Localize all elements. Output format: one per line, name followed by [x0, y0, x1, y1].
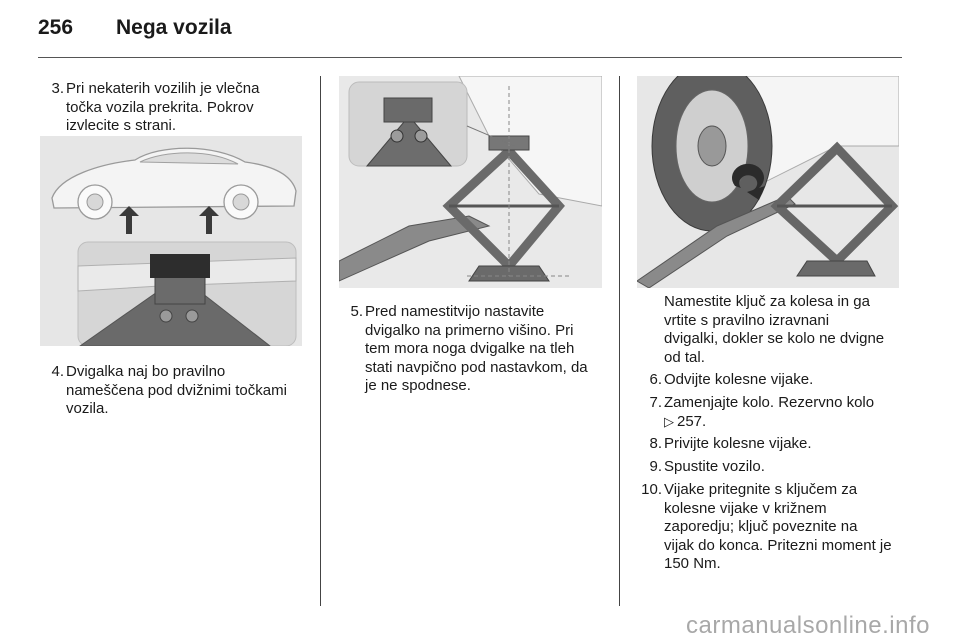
- step-line: Pri nekaterih vozilih je vlečna: [66, 80, 260, 97]
- step-line: stati navpično pod nastavkom, da: [365, 358, 588, 376]
- step-line: vozila.: [66, 400, 109, 417]
- reference-page[interactable]: 257.: [677, 412, 707, 430]
- figure-crank-jack: [637, 76, 899, 288]
- step-text: Spustite vozilo.: [664, 458, 765, 475]
- step-line: je ne spodnese.: [365, 377, 471, 394]
- step-number: 9.: [649, 458, 662, 475]
- intro-line: vrtite s pravilno izravnani: [664, 311, 830, 329]
- step-line: izvlecite s strani.: [66, 117, 177, 134]
- step-number: 8.: [649, 435, 662, 452]
- cross-reference[interactable]: [664, 413, 874, 432]
- step-text: [664, 481, 892, 574]
- step-text: [66, 80, 259, 136]
- step-line: 150 Nm.: [664, 555, 721, 572]
- step-line: Vijake pritegnite s ključem za: [664, 481, 858, 498]
- figure-car-lift-points: [40, 136, 302, 346]
- intro-line: od tal.: [664, 348, 705, 366]
- step-line: tem mora noga dvigalke na tleh: [365, 340, 575, 357]
- intro-line: dvigalki, dokler se kolo ne dvigne: [664, 330, 885, 347]
- step-number: 3.: [51, 80, 64, 97]
- column-divider-1: [320, 76, 321, 606]
- page-number: 256: [38, 16, 74, 39]
- step-line: Dvigalka naj bo pravilno: [66, 363, 226, 380]
- step-line: vijak do konca. Pritezni moment je: [664, 536, 892, 554]
- step-line: nameščena pod dvižnimi točkami: [66, 381, 287, 399]
- step-line: zaporedju; ključ poveznite na: [664, 518, 858, 535]
- step-number: 5.: [350, 303, 363, 320]
- step-line: Zamenjajte kolo. Rezervno kolo: [664, 394, 875, 411]
- step-number: 6.: [649, 371, 662, 388]
- col3-intro: [664, 293, 909, 367]
- step-line: točka vozila prekrita. Pokrov: [66, 98, 254, 116]
- step-text: [66, 363, 287, 419]
- step-text: [664, 394, 874, 431]
- intro-line: Namestite ključ za kolesa in ga: [664, 293, 870, 310]
- step-line: Pred namestitvijo nastavite: [365, 303, 545, 320]
- step-text: [365, 303, 588, 396]
- step-number: 4.: [51, 363, 64, 380]
- watermark: carmanualsonline.info: [686, 612, 930, 639]
- step-text: Odvijte kolesne vijake.: [664, 371, 814, 388]
- step-line: dvigalko na primerno višino. Pri: [365, 321, 574, 339]
- figure-jack-position: [339, 76, 602, 288]
- step-number: 7.: [649, 394, 662, 411]
- arrow-reference-icon: ▷: [664, 413, 674, 429]
- column-divider-2: [619, 76, 620, 606]
- header-rule: [38, 57, 902, 58]
- step-number: 10.: [641, 481, 662, 498]
- step-text: Privijte kolesne vijake.: [664, 435, 812, 452]
- step-line: kolesne vijake v križnem: [664, 499, 827, 517]
- page-title: Nega vozila: [116, 16, 232, 39]
